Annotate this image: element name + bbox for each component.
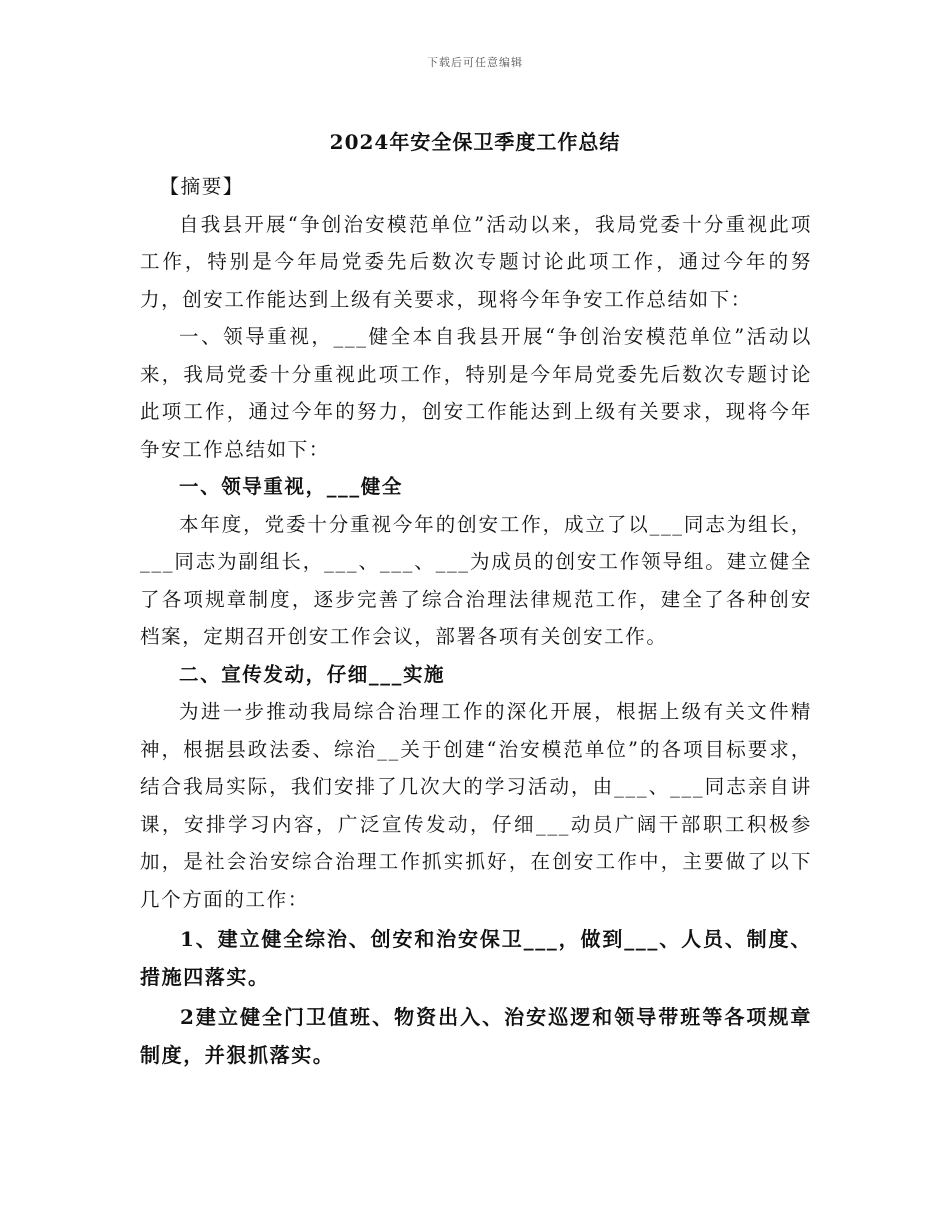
document-title: 2024年安全保卫季度工作总结 bbox=[329, 130, 621, 154]
paragraph-publicity: 为进一步推动我局综合治理工作的深化开展，根据上级有关文件精神，根据县政法委、综治__关于创建“治安模范单位”的各项目标要求，结合我局实际，我们安排了几次大的学习活动，由___、___同志亲自讲课，安排学习内容，广泛宣传发动，仔细___动员广阔干部职工积极参加，是社会治安综合治理工作抓实抓好，在创安工作中，主要做了以下几个方面的工作： bbox=[140, 700, 812, 911]
abstract-label: 【摘要】 bbox=[159, 175, 244, 198]
section-heading-two: 二、宣传发动，仔细___实施 bbox=[179, 662, 446, 686]
header-note: 下载后可任意编辑 bbox=[427, 56, 523, 69]
paragraph-intro: 自我县开展“争创治安模范单位”活动以来，我局党委十分重视此项工作，特别是今年局党委先后数次专题讨论此项工作，通过今年的努力，创安工作能达到上级有关要求，现将今年争安工作总结如下： bbox=[140, 212, 812, 311]
section-heading-one: 一、领导重视，___健全 bbox=[179, 475, 403, 498]
paragraph-leadership: 本年度，党委十分重视今年的创安工作，成立了以___同志为组长，___同志为副组长，___、___、___为成员的创安工作领导组。建立健全了各项规章制度，逐步完善了综合治理法律规范工作，建全了各种创安档案，定期召开创安工作会议，部署各项有关创安工作。 bbox=[140, 512, 812, 648]
list-item-two: 2建立健全门卫值班、物资出入、治安巡逻和领导带班等各项规章制度，并狠抓落实。 bbox=[140, 1005, 812, 1067]
list-item-one: 1、建立健全综治、创安和治安保卫___，做到___、人员、制度、措施四落实。 bbox=[140, 927, 812, 989]
document-body bbox=[140, 168, 812, 1074]
paragraph-section-one-intro: 一、领导重视，___健全本自我县开展“争创治安模范单位”活动以来，我局党委十分重视此项工作，特别是今年局党委先后数次专题讨论此项工作，通过今年的努力，创安工作能达到上级有关要求，现将今年争安工作总结如下： bbox=[140, 325, 812, 461]
